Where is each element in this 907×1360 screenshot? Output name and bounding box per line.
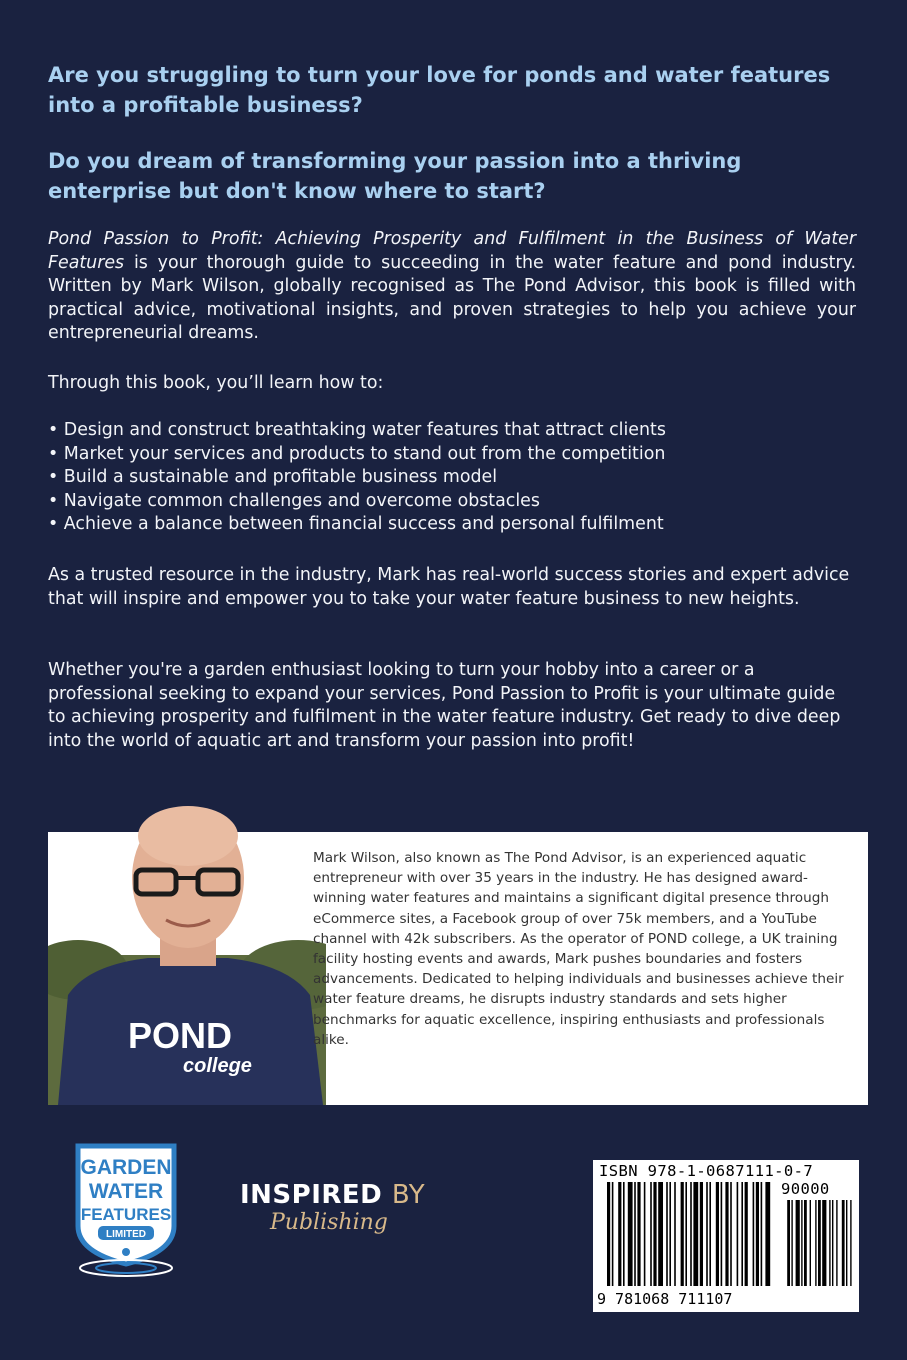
gwf-line-4: LIMITED bbox=[106, 1229, 146, 1240]
barcode-bar bbox=[706, 1182, 708, 1286]
barcode-bar bbox=[618, 1182, 621, 1286]
barcode-addon-bar bbox=[842, 1200, 845, 1286]
headline-question-1: Are you struggling to turn your love for ponds and water features into a profitable business? bbox=[48, 63, 831, 117]
barcode-bar bbox=[700, 1182, 703, 1286]
barcode-bar bbox=[612, 1182, 614, 1286]
barcode-bar bbox=[653, 1182, 656, 1286]
barcode-addon-bar bbox=[822, 1200, 826, 1286]
barcode-bar bbox=[669, 1182, 671, 1286]
barcode-addon-bar bbox=[804, 1200, 807, 1286]
gwf-line-2: WATER bbox=[88, 1180, 164, 1203]
barcode-addon-bar bbox=[829, 1200, 830, 1286]
barcode-addon-bar bbox=[818, 1200, 821, 1286]
barcode-bar bbox=[756, 1182, 759, 1286]
barcode-addon-bar bbox=[801, 1200, 802, 1286]
barcode-bar bbox=[693, 1182, 698, 1286]
barcode-bar bbox=[658, 1182, 663, 1286]
whether-paragraph: Whether you're a garden enthusiast looking to turn your hobby into a career or a professional seeking to expand your services, Pond Passion to Profit is your ultimate guide to achieving prosperity and fulfilment in the water feature industry. Get ready to dive deep into the world of aquatic art and transform your passion into profit! bbox=[48, 660, 841, 751]
author-photo bbox=[48, 780, 326, 1105]
trusted-paragraph: As a trusted resource in the industry, Mark has real-world success stories and expert advice that will inspire and empower you to take your water feature business to new heights. bbox=[48, 565, 850, 609]
barcode-bar bbox=[637, 1182, 640, 1286]
headline-question-2: Do you dream of transforming your passion into a thriving enterprise but don't know where to start? bbox=[48, 149, 742, 203]
barcode-bar bbox=[628, 1182, 633, 1286]
isbn-barcode bbox=[593, 1160, 859, 1312]
water-drop-icon bbox=[122, 1248, 130, 1256]
barcode-addon-bar bbox=[832, 1200, 833, 1286]
barcode-bar bbox=[607, 1182, 610, 1286]
inspired-by-wordmark bbox=[240, 1180, 425, 1210]
barcode-bar bbox=[725, 1182, 728, 1286]
barcode-bar bbox=[737, 1182, 739, 1286]
by-word: BY bbox=[391, 1180, 426, 1210]
barcode-addon-bar bbox=[846, 1200, 847, 1286]
barcode-bar bbox=[674, 1182, 676, 1286]
barcode-bar bbox=[681, 1182, 684, 1286]
ean-digits: 9 781068 711107 bbox=[597, 1290, 733, 1308]
shirt-text-pond: POND bbox=[128, 1015, 233, 1056]
garden-water-features-logo bbox=[70, 1140, 182, 1280]
isbn-text: ISBN 978-1-0687111-0-7 bbox=[599, 1162, 814, 1180]
barcode-bar bbox=[765, 1182, 770, 1286]
price-code: 90000 bbox=[781, 1180, 830, 1198]
barcode-bar bbox=[634, 1182, 636, 1286]
author-bio-text: Mark Wilson, also known as The Pond Advisor, is an experienced aquatic entrepreneur with over 35 years in the industry. He has designed award-winning water features and maintains a significant digital presence through eCommerce sites, a Facebook group of over 75k members, and a YouTube channel with 42k subscribers. As the operator of POND college, a UK training facility hosting events and awards, Mark pushes boundaries and fosters advancements. Dedicated to helping individuals and businesses achieve their water feature dreams, he disrupts industry standards and sets higher benchmarks for aquatic excellence, inspiring enthusiasts and professionals alike. bbox=[313, 850, 844, 1048]
barcode-bar bbox=[644, 1182, 646, 1286]
barcode-addon-bar bbox=[810, 1200, 811, 1286]
barcode-bar bbox=[666, 1182, 668, 1286]
barcode-bar bbox=[709, 1182, 711, 1286]
barcode-addon-bar bbox=[787, 1200, 790, 1286]
barcode-addon-bar bbox=[815, 1200, 816, 1286]
barcode-bar bbox=[753, 1182, 755, 1286]
publishing-script: Publishing bbox=[270, 1210, 388, 1235]
author-bio-panel bbox=[48, 832, 868, 1105]
barcode-bar bbox=[761, 1182, 763, 1286]
barcode-addon-bar bbox=[796, 1200, 800, 1286]
barcode-bar bbox=[716, 1182, 719, 1286]
learn-intro: Through this book, you’ll learn how to: bbox=[48, 373, 384, 393]
barcode-bar bbox=[741, 1182, 743, 1286]
intro-rest: is your thorough guide to succeeding in the water feature and pond industry. Written by Mark Wilson, globally recognised as The Pond Advisor, this book is filled with practical advice, motivational insights, and proven strategies to help you achieve your entrepreneurial dreams. bbox=[48, 252, 856, 344]
barcode-addon-bar bbox=[836, 1200, 837, 1286]
gwf-line-3: FEATURES bbox=[80, 1205, 172, 1224]
list-item: • Achieve a balance between financial success and personal fulfilment bbox=[48, 513, 666, 537]
list-item: • Navigate common challenges and overcome obstacles bbox=[48, 490, 666, 514]
barcode-addon-bar bbox=[791, 1200, 792, 1286]
list-item: • Market your services and products to stand out from the competition bbox=[48, 443, 666, 467]
barcode-bar bbox=[650, 1182, 652, 1286]
bullet-list bbox=[48, 419, 666, 537]
list-item: • Build a sustainable and profitable business model bbox=[48, 466, 666, 490]
gwf-line-1: GARDEN bbox=[80, 1156, 172, 1179]
barcode-addon-bar bbox=[850, 1200, 851, 1286]
barcode-bar bbox=[623, 1182, 625, 1286]
shirt-text-college: college bbox=[183, 1055, 252, 1077]
barcode-bar bbox=[745, 1182, 748, 1286]
barcode-bar bbox=[721, 1182, 723, 1286]
intro-paragraph bbox=[48, 228, 856, 346]
barcode-bar bbox=[685, 1182, 687, 1286]
barcode-bar bbox=[730, 1182, 732, 1286]
inspired-by-publishing-logo bbox=[240, 1180, 440, 1250]
book-title: Pond Passion to Profit: Achieving Prosperity and Fulfilment in the Business of Water Features bbox=[48, 229, 856, 273]
list-item: • Design and construct breathtaking water features that attract clients bbox=[48, 419, 666, 443]
barcode-bar bbox=[690, 1182, 692, 1286]
inspired-word: INSPIRED bbox=[240, 1180, 383, 1210]
